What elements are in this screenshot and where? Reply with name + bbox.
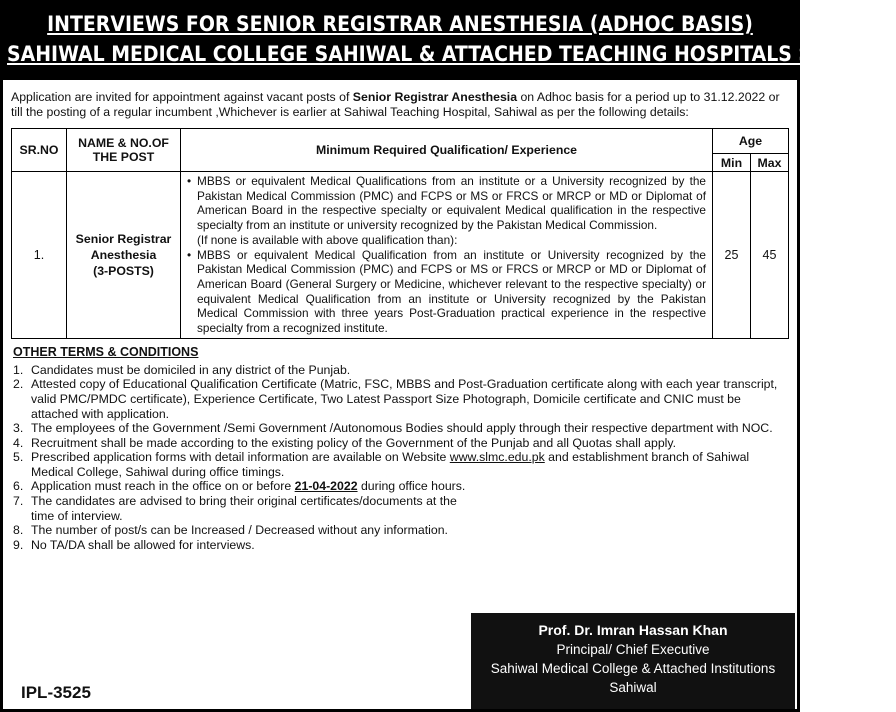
intro-post-name: Senior Registrar Anesthesia xyxy=(352,90,518,104)
list-item xyxy=(3,363,797,378)
term-number: 2. xyxy=(13,377,24,392)
row-post-name: Senior Registrar Anesthesia xyxy=(75,231,172,262)
header-title: INTERVIEWS FOR SENIOR REGISTRAR ANESTHESIA (ADHOC BASIS) xyxy=(47,12,753,36)
criteria-item-1: • MBBS or equivalent Medical Qualifications from an institute or a University recognized by the Pakistan Medical Commission (PMC) and FCPS or MS or FRCS or MRCP or MD or Diplomat of American Board in the respective specialty or equivalent Medical qualification in the respective specialty from an institute or university recognized by the Pakistan Medical Commission. xyxy=(197,174,706,233)
header-age-min: Min xyxy=(713,154,751,172)
intro-paragraph xyxy=(3,80,797,120)
term-text: during office hours. xyxy=(357,479,466,494)
table-header-row xyxy=(12,129,789,154)
row-age-min: 25 xyxy=(713,172,751,339)
term-number: 6. xyxy=(13,479,24,494)
intro-text-2: on Adhoc basis for a period up to 31.12.2022 or till the posting of a regular incumbent ,Whichever is earlier at Sahiwal Teaching Hospital, Sahiwal as per the following details: xyxy=(11,90,780,119)
header-subtitle: SAHIWAL MEDICAL COLLEGE SAHIWAL & ATTACHED TEACHING HOSPITALS SAHIWAL xyxy=(7,42,896,66)
row-age-max: 45 xyxy=(751,172,789,339)
list-item xyxy=(3,538,797,553)
term-text: The employees of the Government /Semi Government /Autonomous Bodies should apply through their respective department with NOC. xyxy=(31,421,773,436)
terms-heading: OTHER TERMS & CONDITIONS xyxy=(13,344,199,359)
posts-table xyxy=(11,128,789,339)
term-number: 9. xyxy=(13,537,24,552)
terms-list xyxy=(3,363,797,553)
term-number: 1. xyxy=(13,362,24,377)
header-qualification: Minimum Required Qualification/ Experience xyxy=(181,129,713,172)
row-post-cell xyxy=(67,172,181,339)
list-item xyxy=(3,523,797,538)
term-text: Application must reach in the office on or before xyxy=(31,479,295,494)
signature-block xyxy=(471,613,795,709)
row-qualification-cell xyxy=(181,172,713,339)
term-text: Candidates must be domiciled in any district of the Punjab. xyxy=(31,362,351,377)
list-item xyxy=(3,479,797,494)
signatory-city: Sahiwal xyxy=(609,680,657,695)
row-post-count: (3-POSTS) xyxy=(93,263,154,278)
list-item xyxy=(3,436,797,451)
term-text: and establishment branch of Sahiwal Medical College, Sahiwal during office timings. xyxy=(31,450,750,479)
term-number: 4. xyxy=(13,435,24,450)
deadline-date: 21-04-2022 xyxy=(294,479,358,494)
term-number: 7. xyxy=(13,494,24,509)
reference-number: IPL-3525 xyxy=(21,683,91,702)
term-text: Attested copy of Educational Qualification Certificate (Matric, FSC, MBBS and Post-Graduation certificate along with each year transcript, valid PMC/PMDC certificate), Experience Certificate, Two Latest Passport Size Photograph, Domicile certificate and CNIC must be attached with application. xyxy=(31,377,778,421)
signatory-organization: Sahiwal Medical College & Attached Institutions xyxy=(490,661,776,676)
header-age-max: Max xyxy=(751,154,789,172)
term-text: The number of post/s can be Increased / Decreased without any information. xyxy=(31,523,448,538)
term-text: The candidates are advised to bring their original certificates/documents at the time of interview. xyxy=(31,494,457,523)
signatory-name: Prof. Dr. Imran Hassan Khan xyxy=(538,622,728,638)
term-text: Recruitment shall be made according to the existing policy of the Government of the Punjab and all Quotas shall apply. xyxy=(31,435,677,450)
header-sr-no: SR.NO xyxy=(12,129,67,172)
term-number: 5. xyxy=(13,450,24,465)
signatory-title: Principal/ Chief Executive xyxy=(556,642,710,657)
row-sr-no: 1. xyxy=(12,172,67,339)
header-banner xyxy=(3,3,896,80)
intro-text-1: Application are invited for appointment against vacant posts of xyxy=(11,90,353,104)
header-age: Age xyxy=(713,129,789,154)
term-text: No TA/DA shall be allowed for interviews. xyxy=(31,537,255,552)
term-text: Prescribed application forms with detail information are available on Website xyxy=(31,450,450,465)
term-number: 8. xyxy=(13,523,24,538)
list-item xyxy=(3,494,797,523)
website-link[interactable]: www.slmc.edu.pk xyxy=(449,450,545,465)
criteria-note: (If none is available with above qualification than): xyxy=(197,232,458,247)
table-row xyxy=(12,172,789,339)
list-item xyxy=(3,421,797,436)
header-post: NAME & NO.OF THE POST xyxy=(67,129,181,172)
criteria-item-2: • MBBS or equivalent Medical Qualification from an institute or University recognized by the Pakistan Medical Commission (PMC) and FCPS or MS or FRCS or MRCP or MD or Diplomat of American Board (General Surgery or Medicine, whichever relevant to the respective specialty) or equivalent Medical Qualification from an institute or University recognized by the Pakistan Medical Commission with three years Post-Graduation practical experience in the respective specialty from a recognized institute. xyxy=(197,248,706,336)
list-item xyxy=(3,377,797,421)
list-item xyxy=(3,450,797,479)
term-number: 3. xyxy=(13,421,24,436)
